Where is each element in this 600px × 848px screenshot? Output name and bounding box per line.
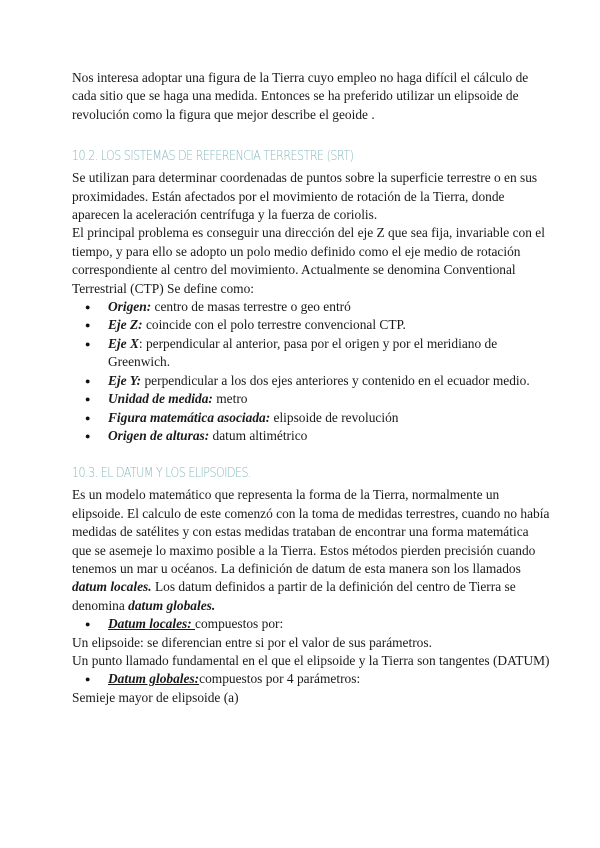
- list-item: [72, 316, 550, 334]
- ellipsoid-line: Un elipsoide: se diferencian entre si por el valor de sus parámetros.: [72, 634, 432, 650]
- list-item: [72, 409, 550, 427]
- list-item-term: Eje Z:: [108, 317, 143, 333]
- datum-locales-term: datum locales.: [72, 579, 152, 595]
- semiaxis-line: Semieje mayor de elipsoide (a): [72, 689, 239, 705]
- datum-paragraph-mid: Los datum definidos a partir de la definición del centro de Tierra se denomina: [72, 579, 516, 613]
- fundamental-point-line: Un punto llamado fundamental en el que el elipsoide y la Tierra son tangentes (DATUM): [72, 652, 550, 668]
- datum-locales-list: [72, 615, 550, 633]
- datum-globales-list: [72, 670, 550, 688]
- section-heading-datum: 10.3. EL DATUM Y LOS ELIPSOIDES.: [72, 465, 252, 482]
- list-item-text: centro de masas terrestre o geo entró: [151, 299, 351, 315]
- datum-paragraph-start: Es un modelo matemático que representa la forma de la Tierra, normalmente un elipsoide. El calculo de este comenzó con la toma de medidas terrestres, cuando no había medidas de satélites y con estas medidas trataban de encontrar una forma matemática que se asemeje lo maximo posible a la Tierra. Estos métodos pierden precisión cuando tenemos un mar u océanos. La definición de datum de esta manera son los llamados: [72, 487, 550, 576]
- list-item: [72, 335, 550, 372]
- list-item: [72, 372, 550, 390]
- list-item-text: metro: [212, 391, 248, 407]
- list-item: [72, 615, 550, 633]
- section-heading-srt: 10.2. LOS SISTEMAS DE REFERENCIA TERRESTRE (SRT): [72, 148, 354, 165]
- list-item-text: elipsoide de revolución: [270, 409, 399, 425]
- list-item-term: Unidad de medida:: [108, 391, 213, 407]
- list-item-text: : perpendicular al anterior, pasa por el origen y por el meridiano de Greenwich.: [108, 335, 498, 370]
- srt-definition-list: [72, 298, 550, 445]
- list-item-term: Datum globales:: [108, 671, 200, 687]
- list-item-text: coincide con el polo terrestre convencional CTP.: [142, 317, 406, 333]
- list-item-term: Eje Y:: [108, 372, 142, 388]
- list-item-term: Datum locales:: [108, 616, 196, 632]
- list-item: [72, 390, 550, 408]
- list-item-term: Eje X: [108, 335, 139, 351]
- list-item: [72, 670, 550, 688]
- list-item-term: Origen de alturas:: [108, 427, 210, 443]
- list-item-text: compuestos por 4 parámetros:: [199, 671, 361, 687]
- datum-paragraph: [72, 486, 550, 615]
- list-item-term: Figura matemática asociada:: [108, 409, 271, 425]
- srt-paragraph-1: Se utilizan para determinar coordenadas de puntos sobre la superficie terrestre o en sus proximidades. Están afectados por el movimiento de rotación de la Tierra, donde aparecen la aceleración centrífuga y la fuerza de coriolis.: [72, 170, 538, 223]
- list-item: [72, 427, 550, 445]
- list-item-text: perpendicular a los dos ejes anteriores y contenido en el ecuador medio.: [141, 372, 530, 388]
- srt-paragraph-2: El principal problema es conseguir una dirección del eje Z que sea fija, invariable con el tiempo, y para ello se adopto un polo medio definido como el eje medio de rotación correspondiente al centro del movimiento. Actualmente se denomina Conventional Terrestrial (CTP) Se define como:: [72, 225, 545, 296]
- list-item-term: Origen:: [108, 299, 152, 315]
- list-item: [72, 298, 550, 316]
- list-item-text: datum altimétrico: [209, 427, 308, 443]
- list-item-text: compuestos por:: [195, 616, 284, 632]
- datum-globales-term: datum globales.: [128, 597, 216, 613]
- intro-paragraph: Nos interesa adoptar una figura de la Tierra cuyo empleo no haga difícil el cálculo de cada sitio que se haga una medida. Entonces se ha preferido utilizar un elipsoide de revolución como la figura que mejor describe el geoide .: [72, 70, 529, 122]
